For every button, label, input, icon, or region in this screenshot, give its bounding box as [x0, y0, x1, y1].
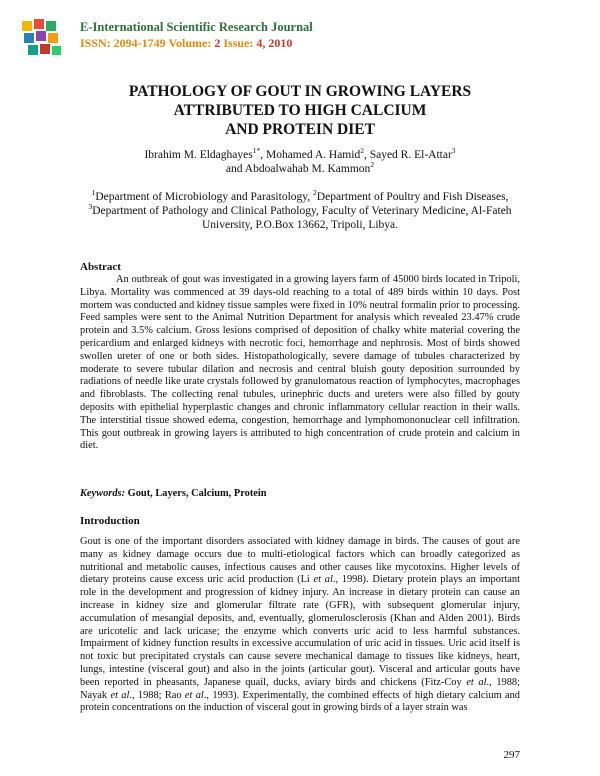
journal-issue-line	[80, 36, 292, 51]
citation-etal: et al	[313, 574, 333, 586]
affiliation-mark: 3	[88, 202, 93, 212]
author-name: Sayed R. El-Attar	[369, 149, 452, 161]
author-name: Abdoalwahab M. Kammon	[244, 163, 371, 175]
affiliations	[70, 190, 530, 232]
author-name: Ibrahim M. Eldaghayes	[144, 149, 253, 161]
keywords-text: Gout, Layers, Calcium, Protein	[127, 488, 267, 499]
abstract-section	[80, 260, 520, 453]
author-conjunction: and	[225, 163, 243, 175]
keywords-section	[80, 488, 520, 501]
author-affiliation-mark: 1*	[252, 146, 261, 156]
affiliation-mark: 1	[91, 188, 96, 198]
introduction-section	[80, 514, 520, 715]
journal-issn: ISSN: 2094-1749 Volume:	[80, 36, 212, 50]
affiliation-mark: 2	[313, 188, 317, 198]
keywords-label: Keywords:	[80, 488, 126, 499]
citation-etal: et al	[110, 689, 130, 701]
citation-etal: et al	[184, 689, 204, 701]
paper-title	[0, 82, 600, 139]
author-affiliation-mark: 2	[370, 160, 375, 170]
title-line: AND PROTEIN DIET	[225, 121, 375, 138]
intro-text: ., 1988; Rao	[129, 689, 182, 701]
journal-issue-number: 4, 2010	[256, 36, 293, 50]
introduction-paragraph	[80, 536, 520, 715]
journal-issue-label: Issue:	[223, 36, 254, 50]
title-line: PATHOLOGY OF GOUT IN GROWING LAYERS	[128, 83, 472, 100]
citation-etal: et al	[466, 676, 487, 688]
introduction-heading: Introduction	[80, 515, 140, 527]
journal-volume: 2	[214, 36, 221, 50]
author-list: Ibrahim M. Eldaghayes$^{1*}$, Mohamed A. Hamid$^2$, Sayed R. El-Attar$^3$ and Abdoalwahab M. Kammon$^2$	[144, 146, 456, 175]
author-name: Mohamed A. Hamid	[265, 149, 361, 161]
intro-text: ., 1993). Experimentally, the combined effects of high dietary calcium and protein concentrations on the induction of visceral gout in growing birds of a layer strain was	[80, 689, 521, 714]
author-affiliation-mark: 3	[451, 146, 456, 156]
affiliation-text: Department of Microbiology and Parasitology,	[95, 191, 311, 203]
affiliation-text: Department of Pathology and Clinical Pathology, Faculty of Veterinary Medicine, Al-Fateh University, P.O.Box 13662, Tripoli, Libya.	[92, 205, 512, 231]
intro-text: ., 1988; Nayak	[80, 676, 520, 701]
intro-text: ., 1998). Dietary protein plays an important role in the development and progression of kidney injury. An increase in dietary protein can cause an increase in kidney size and glomerular filtrate rate (GFR), with subsequent glomerular injury, accumulation of mesangial deposits, and, eventually, glomerulosclerosis (Khan and Alden 2001). Birds are uricotelic and lack uricase; the enzyme which converts uric acid to less harmful substances. Impairment of kidney function results in excessive accumulation of uric acid in tissues. Uric acid itself is not toxic but precipitated crystals can cause severe mechanical damage to tissues like kidneys, heart, lungs, intestine (visceral gout) and also in the joints (articular gout). Visceral and articular gouts have been reported in pheasants, Japanese quail, ducks, aviary birds and chickens (Fitz-Coy	[80, 574, 520, 688]
affiliation-text: Department of Poultry and Fish Diseases,	[316, 191, 509, 203]
journal-logo-icon	[20, 17, 64, 61]
page-number: 297	[503, 749, 520, 761]
intro-text: Gout is one of the important disorders associated with kidney damage in birds. The causes of gout are many as kidney damage occurs due to multi-etiological factors which can broadly categorized as nutritional and metabolic causes, infectious causes and other causes like mycotoxins. Higher levels of dietary proteins cause excess uric acid production (	[80, 536, 520, 586]
abstract-heading: Abstract	[80, 261, 121, 273]
journal-name: E-International Scientific Research Journal	[80, 20, 313, 34]
abstract-text: An outbreak of gout was investigated in a growing layers farm of 45000 birds located in Tripoli, Libya. Mortality was commenced at 39 days-old reaching to a total of 489 birds within 10 days. Post mortem was conducted and kidney tissue samples were fixed in 10% neutral formalin prior to processing. Feed samples were sent to the Animal Nutrition Department for analysis which revealed 23.47% crude protein and 3.5% calcium. Gross lesions comprised of deposition of chalky white material covering the pericardium and enlarged kidneys with necrotic foci, hemorrhage and nephrosis. Most of birds showed swollen ureter of one or both sides. Histopathologically, severe damage of tubules characterized by moderate to severe tubular dilation and necrosis and central bluish gouty deposition surrounded by radiations of needle like urate crystals followed by granulomatous reaction of lymphocytes, macrophages and fibroblasts. The collecting renal tubules, urinephric ducts and ureters were also filled by gouty deposits with epithelial hyperplastic changes and chronic inflammatory cellular reaction in their walls. The interstitial tissue showed edema, congestion, hemorrhage and lymphomononuclear cell infiltration. This gout outbreak in growing layers is attributed to high concentration of crude protein and calcium in diet.	[80, 274, 520, 452]
author-affiliation-mark: 2	[360, 146, 364, 156]
title-line: ATTRIBUTED TO HIGH CALCIUM	[173, 102, 427, 119]
citation-author: Li	[300, 574, 310, 586]
